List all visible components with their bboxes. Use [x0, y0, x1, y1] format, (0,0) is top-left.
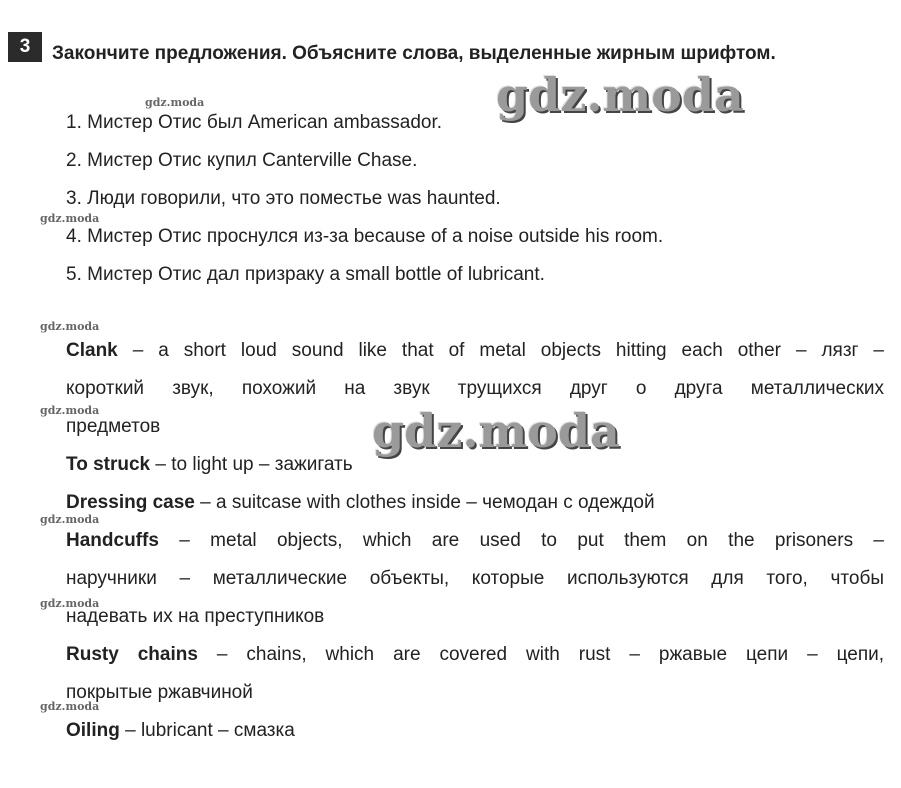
watermark-small: gdz.moda [40, 320, 100, 333]
definition-term: Rusty chains [66, 644, 198, 665]
sentence-item: 2. Мистер Отис купил Canterville Chase. [66, 150, 418, 171]
watermark-small: gdz.moda [40, 700, 100, 713]
watermark-small: gdz.moda [40, 212, 100, 225]
definition-handcuffs-line2: наручники – металлические объекты, которые используются для того, чтобы [66, 568, 884, 589]
definition-oiling: Oiling – lubricant – смазка [66, 720, 295, 741]
definition-to-struck: To struck – to light up – зажигать [66, 454, 353, 475]
watermark-small: gdz.moda [40, 597, 100, 610]
definition-handcuffs-line1: Handcuffs – metal objects, which are used to put them on the prisoners – [66, 530, 884, 551]
watermark-small: gdz.moda [40, 404, 100, 417]
definition-clank-line3: предметов [66, 416, 161, 437]
definition-clank-line2: короткий звук, похожий на звук трущихся друг о друга металлических [66, 378, 884, 399]
definition-handcuffs-line3: надевать их на преступников [66, 606, 325, 627]
watermark-large: gdz.moda [372, 404, 620, 458]
sentence-item: 1. Мистер Отис был American ambassador. [66, 112, 443, 133]
task-instruction: Закончите предложения. Объясните слова, выделенные жирным шрифтом. [52, 43, 776, 64]
sentence-item: 3. Люди говорили, что это поместье was haunted. [66, 188, 501, 209]
definition-term: Clank [66, 340, 118, 361]
definition-term: Dressing case [66, 492, 195, 513]
watermark-small: gdz.moda [145, 96, 205, 109]
definition-clank-line1: Clank – a short loud sound like that of metal objects hitting each other – лязг – [66, 340, 884, 361]
definition-rusty-chains-line2: покрытые ржавчиной [66, 682, 253, 703]
definition-term: To struck [66, 454, 151, 475]
watermark-small: gdz.moda [40, 513, 100, 526]
watermark-large: gdz.moda [496, 68, 744, 122]
definition-dressing-case: Dressing case – a suitcase with clothes inside – чемодан с одеждой [66, 492, 655, 513]
sentence-item: 4. Мистер Отис проснулся из-за because of a noise outside his room. [66, 226, 664, 247]
sentence-item: 5. Мистер Отис дал призраку a small bottle of lubricant. [66, 264, 545, 285]
task-number-badge: 3 [8, 32, 42, 62]
definition-term: Oiling [66, 720, 120, 741]
definition-rusty-chains-line1: Rusty chains – chains, which are covered with rust – ржавые цепи – цепи, [66, 644, 884, 665]
definition-term: Handcuffs [66, 530, 159, 551]
